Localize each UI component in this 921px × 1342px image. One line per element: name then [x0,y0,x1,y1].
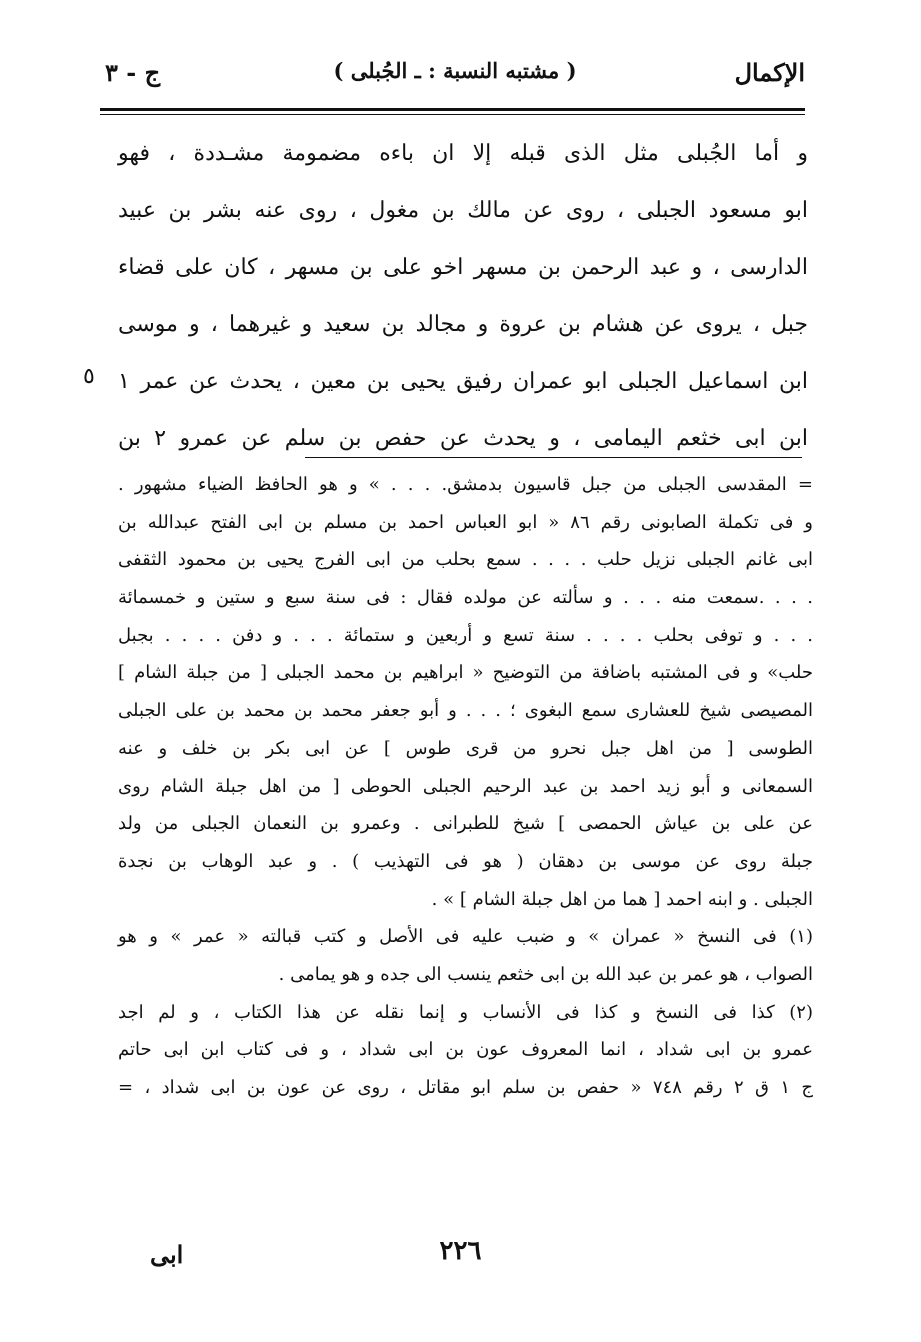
page-number: ٢٢٦ [439,1236,482,1266]
footnote-2: (٢) كذا فى النسخ و كذا فى الأنساب و إنما نقله عن هذا الكتاب ، و لم اجد [118,1001,813,1023]
note-line: . . . و توفى بحلب . . . . سنة تسع و أربعين و ستمائة . . . و دفن . . . . بجبل [118,624,813,646]
running-header [105,58,805,98]
section-title: ( مشتبه النسبة : ـ الجُبلى ) [333,58,577,83]
note-line: السمعانى و أبو زيد احمد بن عبد الرحيم الجبلى الحوطى [ من اهل جبلة الشام روى [118,775,813,797]
header-rule-thin [100,114,805,115]
footnote-1: (١) فى النسخ « عمران » و ضبب عليه فى الأصل و كتب قبالته « عمر » و هو [118,926,813,948]
header-rule-thick [100,108,805,111]
text-line: ابو مسعود الجبلى ، روى عن مالك بن مغول ، روى عنه بشر بن عبيد [118,198,808,223]
note-line: الصواب ، هو عمر بن عبد الله بن ابى خثعم ينسب الى جده و هو يمامى . [278,963,813,985]
note-line: و فى تكملة الصابونى رقم ٨٦ « ابو العباس احمد بن مسلم بن ابى الفتح عبدالله بن [118,511,813,533]
note-line: الجبلى . و ابنه احمد [ هما من اهل جبلة الشام ] » . [431,888,813,910]
note-line: = المقدسى الجبلى من جبل قاسيون بدمشق. . . . » و هو الحافظ الضياء مشهور . [118,474,813,495]
note-line: عن على بن عياش الحمصى ] شيخ للطبرانى . وعمرو بن النعمان الجبلى من ولد [118,813,813,835]
catchword: ابى [150,1240,184,1269]
note-line: ج ١ ق ٢ رقم ٧٤٨ « حفص بن سلم ابو مقاتل ، روى عن عون بن ابى شداد ، = [118,1077,813,1098]
footnotes [118,466,813,1107]
note-line: حلب» و فى المشتبه باضافة من التوضيح « ابراهيم بن محمد الجبلى [ من جبلة الشام ] [118,662,813,684]
note-line: . . . .سمعت منه . . . و سألته عن مولده فقال : فى سنة سبع و ستين و خمسمائة [118,587,813,609]
main-text [83,125,808,467]
text-line: جبل ، يروى عن هشام بن عروة و مجالد بن سعيد و غيرهما ، و موسى [118,312,808,337]
text-line: الدارسى ، و عبد الرحمن بن مسهر اخو على بن مسهر ، كان على قضاء [118,255,808,280]
footnote-rule [305,457,802,458]
note-line: جبلة روى عن موسى بن دهقان ( هو فى التهذيب ) . و عبد الوهاب بن نجدة [118,850,813,872]
note-line: المصيصى شيخ للعشارى سمع البغوى ؛ . . . و أبو جعفر محمد بن محمد بن على الجبلى [118,700,813,722]
text-line: و أما الجُبلى مثل الذى قبله إلا ان باءه مضمومة مشـددة ، فهو [118,141,808,166]
line-number: ٥ [83,364,95,389]
text-line: ابن اسماعيل الجبلى ابو عمران رفيق يحيى بن معين ، يحدث عن عمر ١ [118,369,808,394]
volume-number: ج - ٣ [105,58,161,87]
book-title: الإكمال [734,58,805,87]
note-line: الطوسى [ من اهل جبل نحرو من قرى طوس ] عن ابى بكر بن خلف و عنه [118,737,813,759]
note-line: ابى غانم الجبلى نزيل حلب . . . . سمع بحلب من ابى الفرج يحيى بن محمود الثقفى [118,549,813,571]
text-line: ابن ابى خثعم اليمامى ، و يحدث عن حفص بن سلم عن عمرو ٢ بن [118,426,808,451]
note-line: عمرو بن ابى شداد ، انما المعروف عون بن ابى شداد ، و فى كتاب ابن ابى حاتم [118,1039,813,1061]
